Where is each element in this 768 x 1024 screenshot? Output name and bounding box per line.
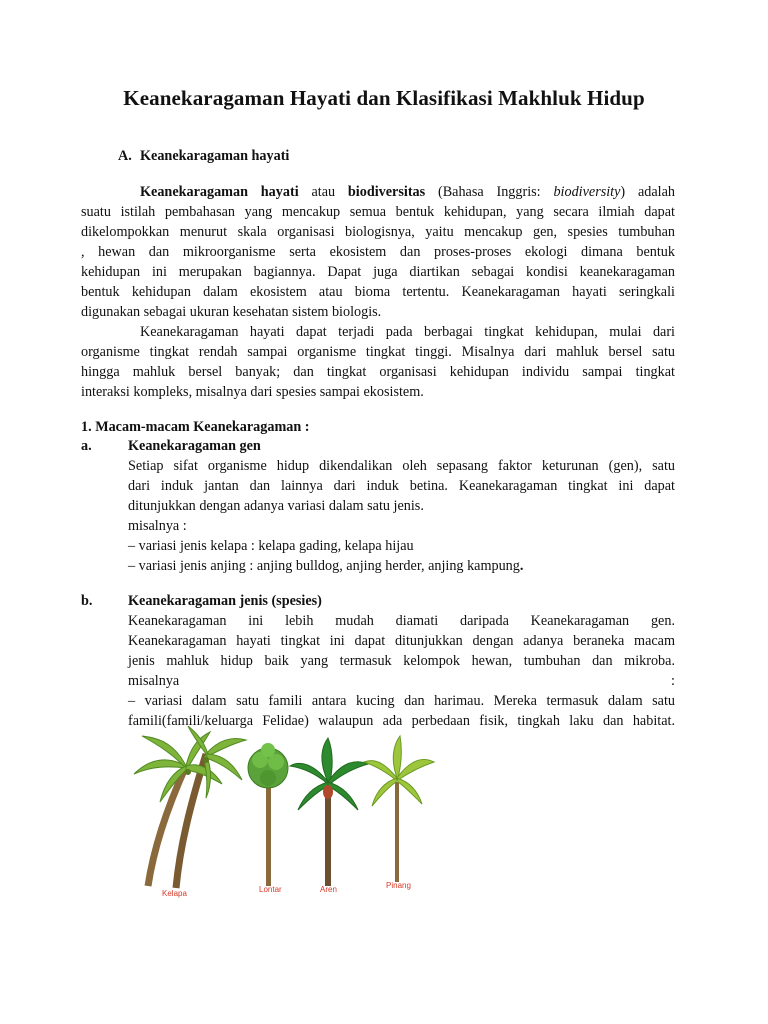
- section-a-heading: Keanekaragaman hayati: [140, 148, 290, 164]
- item-a-line4: misalnya :: [128, 518, 187, 534]
- item-b-line5: – variasi dalam satu famili antara kucing dan harimau. Mereka termasuk dalam satu: [128, 693, 675, 709]
- item-a-heading: Keanekaragaman gen: [128, 438, 261, 454]
- p2-line1: Keanekaragaman hayati dapat terjadi pada berbagai tingkat kehidupan, mulai dari: [140, 324, 675, 340]
- item-a-line6: – variasi jenis anjing : anjing bulldog, anjing herder, anjing kampung.: [128, 558, 524, 574]
- item-b-letter: b.: [81, 593, 93, 609]
- p2-line4: interaksi kompleks, misalnya dari spesies sampai ekosistem.: [81, 384, 424, 400]
- label-pinang: Pinang: [386, 881, 411, 890]
- p1-line6: bentuk kehidupan dalam ekosistem atau bioma tertentu. Keanekaragaman hayati seringkali: [81, 284, 675, 300]
- p2-line2: organisme tingkat rendah sampai organisme tingkat tinggi. Misalnya dari mahluk bersel satu: [81, 344, 675, 360]
- p1-line5: kehidupan ini merupakan bagiannya. Dapat juga diartikan sebagai kondisi keanekaragaman: [81, 264, 675, 280]
- p1-line2: suatu istilah pembahasan yang mencakup semua bentuk kehidupan, yang secara ilmiah dapat: [81, 204, 675, 220]
- section-a-letter: A.: [118, 148, 132, 164]
- p1-line1: Keanekaragaman hayati atau biodiversitas (Bahasa Inggris: biodiversity) adalah: [140, 184, 675, 200]
- item-a-line1: Setiap sifat organisme hidup dikendalikan oleh sepasang faktor keturunan (gen), satu: [128, 458, 675, 474]
- p2-line3: hingga mahluk bersel banyak; dan tingkat organisasi kehidupan individu sampai tingkat: [81, 364, 675, 380]
- section-1-heading: 1. Macam-macam Keanekaragaman :: [81, 419, 310, 435]
- aren-tree-illustration: [290, 738, 368, 886]
- item-a-line2: dari induk jantan dan lainnya dari induk betina. Keanekaragaman tingkat ini dapat: [128, 478, 675, 494]
- item-b-heading: Keanekaragaman jenis (spesies): [128, 593, 322, 609]
- item-b-line4: misalnya :: [128, 673, 675, 689]
- label-aren: Aren: [320, 885, 337, 894]
- item-b-line2: Keanekaragaman hayati tingkat ini dapat ditunjukkan dengan adanya beraneka macam: [128, 633, 675, 649]
- page-title: Keanekaragaman Hayati dan Klasifikasi Makhluk Hidup: [123, 86, 645, 110]
- item-a-line3: ditunjukkan dengan adanya variasi dalam satu jenis.: [128, 498, 424, 514]
- lontar-tree-illustration: [248, 743, 288, 886]
- item-b-line6: famili(famili/keluarga Felidae) walaupun ada perbedaan fisik, tingkah laku dan habitat.: [128, 713, 675, 729]
- label-lontar: Lontar: [259, 885, 282, 894]
- item-b-line1: Keanekaragaman ini lebih mudah diamati daripada Keanekaragaman gen.: [128, 613, 675, 629]
- kelapa-tree-illustration: [134, 726, 246, 888]
- item-b-line3: jenis mahluk hidup baik yang termasuk kelompok hewan, tumbuhan dan mikroba.: [128, 653, 675, 669]
- p1-line4: , hewan dan mikroorganisme serta ekosistem dan proses-proses ekologi dimana bentuk: [81, 244, 675, 260]
- item-a-line5: – variasi jenis kelapa : kelapa gading, kelapa hijau: [128, 538, 414, 554]
- palm-trees-figure: [128, 726, 438, 906]
- p1-line7: digunakan sebagai ukuran kesehatan sistem biologis.: [81, 304, 382, 320]
- p1-line3: dikelompokkan menurut skala organisasi biologisnya, yaitu mencakup gen, spesies tumbuhan: [81, 224, 675, 240]
- item-a-letter: a.: [81, 438, 92, 454]
- pinang-tree-illustration: [364, 736, 434, 882]
- label-kelapa: Kelapa: [162, 889, 187, 898]
